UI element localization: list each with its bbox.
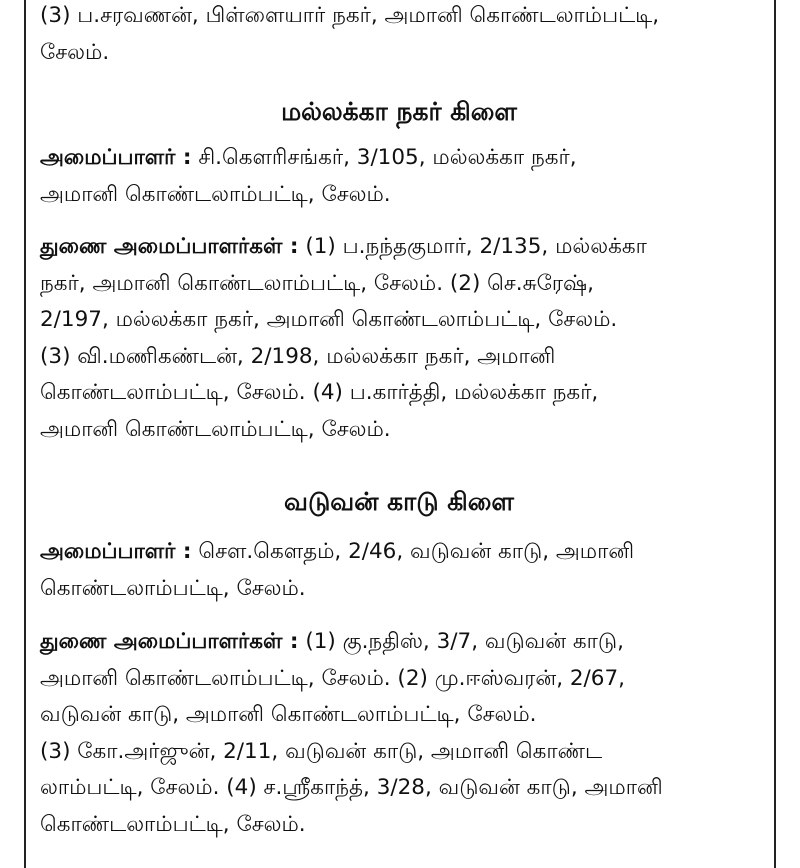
text-line: சி.கௌரிசங்கர், 3/105, மல்லக்கா நகர், [191, 145, 577, 170]
text-line: (1) ப.நந்தகுமார், 2/135, மல்லக்கா [298, 234, 647, 259]
text-line: கொண்டலாம்பட்டி, சேலம். [40, 811, 306, 837]
branch-2-organiser-paragraph [40, 534, 758, 607]
text-line: அமானி கொண்டலாம்பட்டி, சேலம். [40, 181, 391, 207]
left-border-rule [24, 0, 26, 868]
text-line: அமானி கொண்டலாம்பட்டி, சேலம். (2) மு.ஈஸ்வரன், 2/67, [40, 665, 625, 691]
text-line: (3) கோ.அர்ஜுன், 2/11, வடுவன் காடு, அமானி கொண்ட [40, 738, 603, 764]
text-line: (3) ப.சரவணன், பிள்ளையார் நகர், அமானி கொண்டலாம்பட்டி, [40, 3, 660, 28]
branch-heading-mallakka-nagar: மல்லக்கா நகர் கிளை [281, 97, 517, 126]
text-line: சௌ.கௌதம், 2/46, வடுவன் காடு, அமானி [191, 539, 635, 564]
branch-heading-vaduvan-kadu: வடுவன் காடு கிளை [284, 487, 514, 516]
text-line: லாம்பட்டி, சேலம். (4) ச.ஸ்ரீகாந்த், 3/28, வடுவன் காடு, அமானி [40, 775, 663, 800]
text-line: சேலம். [40, 39, 110, 65]
organiser-label: அமைப்பாளர் : [40, 145, 192, 170]
right-border-rule [774, 0, 776, 868]
text-line: நகர், அமானி கொண்டலாம்பட்டி, சேலம். (2) செ.சுரேஷ், [40, 270, 594, 296]
text-line: கொண்டலாம்பட்டி, சேலம். [40, 575, 306, 601]
text-line: (1) கு.நதிஸ், 3/7, வடுவன் காடு, [298, 629, 624, 654]
text-line: அமானி கொண்டலாம்பட்டி, சேலம். [40, 416, 391, 442]
branch-2-deputy-paragraph [40, 624, 758, 843]
text-line: (3) வி.மணிகண்டன், 2/198, மல்லக்கா நகர், அமானி [40, 343, 556, 369]
text-line: 2/197, மல்லக்கா நகர், அமானி கொண்டலாம்பட்டி, சேலம். [40, 307, 618, 332]
top-entry-paragraph [40, 0, 758, 71]
text-line: வடுவன் காடு, அமானி கொண்டலாம்பட்டி, சேலம். [40, 702, 537, 727]
organiser-label: அமைப்பாளர் : [40, 539, 192, 564]
branch-1-deputy-paragraph [40, 229, 758, 448]
deputy-label: துணை அமைப்பாளர்கள் : [40, 629, 299, 654]
text-line: கொண்டலாம்பட்டி, சேலம். (4) ப.கார்த்தி, மல்லக்கா நகர், [40, 380, 599, 405]
deputy-label: துணை அமைப்பாளர்கள் : [40, 234, 299, 259]
branch-1-organiser-paragraph [40, 140, 758, 213]
